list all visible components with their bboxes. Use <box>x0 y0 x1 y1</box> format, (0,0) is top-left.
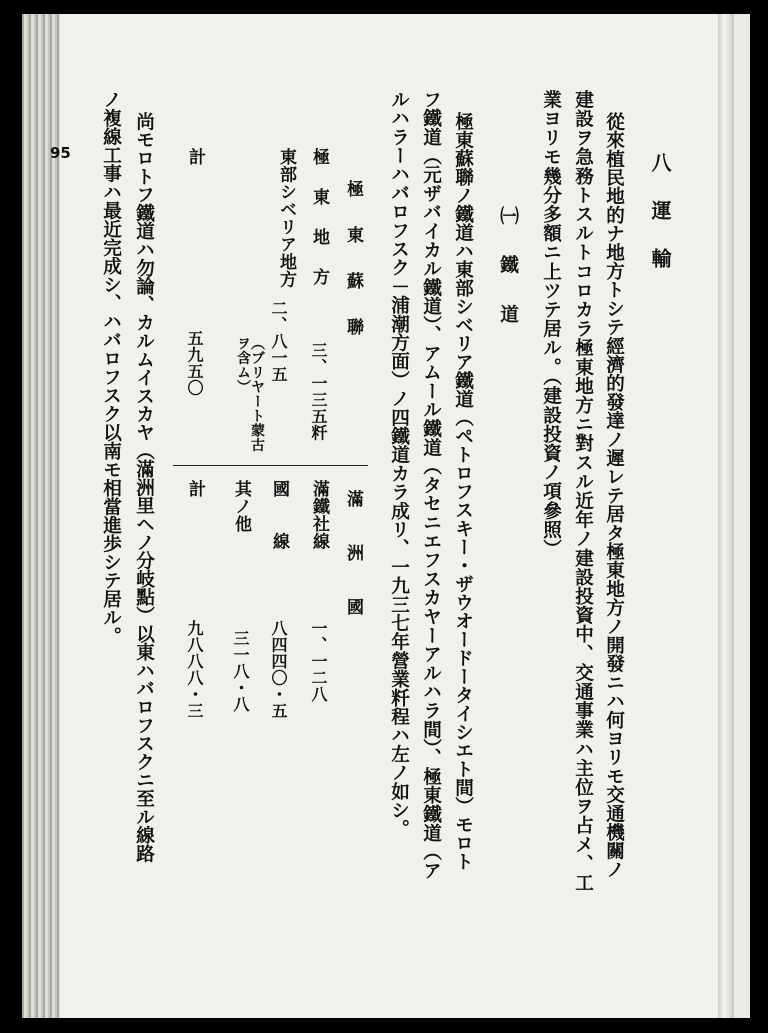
row-value: 一、一二八 <box>309 620 328 703</box>
closing-line-1: 尚モロトフ鐵道ハ勿論、カルムイスカヤ（滿洲里ヘノ分岐點）以東ハバロフスクニ至ル線路 <box>133 112 155 863</box>
closing-line-2: ノ複線工事ハ最近完成シ、ハバロフスク以南モ相當進歩シテ居ル。 <box>100 90 122 645</box>
page-gutter-shadow <box>22 14 60 1018</box>
row-label: 極 東 地 方 <box>309 148 329 288</box>
row-value: 五九五〇 <box>185 330 204 396</box>
body-line-3: ルハラーハバロフスク－浦潮方面）ノ四鐵道カラ成リ、一九三七年營業粁程ハ左ノ如シ。 <box>388 90 410 838</box>
intro-line-2: 建設ヲ急務トスルトコロカラ極東地方ニ對スル近年ノ建設投資中、交通事業ハ主位ヲ占メ、工 <box>572 90 594 893</box>
intro-line-1: 從來植民地的ナ地方トシテ經濟的發達ノ遲レテ居タ極東地方ノ開發ニハ何ヨリモ交通機關ノ <box>603 112 625 879</box>
row-value: 二、八一五 <box>269 300 288 383</box>
row-label: 計 <box>185 148 205 166</box>
page-fold <box>718 14 734 1018</box>
row-label: 其ノ他 <box>231 480 251 533</box>
row-label: 計 <box>185 480 205 498</box>
body-line-1: 極東蘇聯ノ鐵道ハ東部シベリア鐵道（ペトロフスキー・ザウオードータイシエト間）モロト <box>452 112 474 871</box>
book-page <box>22 14 734 1018</box>
table-header-manchukuo: 滿 洲 國 <box>343 490 363 625</box>
table-divider <box>173 465 368 466</box>
row-label: 滿鐵社線 <box>309 480 329 550</box>
next-page-edge <box>734 14 750 1018</box>
row-label: 國 線 <box>269 480 289 550</box>
row-value: 三、一三五粁 <box>309 342 328 441</box>
page-number: 95 <box>50 144 71 162</box>
section-heading: 八 運 輸 <box>648 152 672 272</box>
row-value: 三一八・八 <box>231 630 250 713</box>
row-label: 東部シベリア地方 <box>276 148 296 288</box>
intro-line-3: 業ヨリモ幾分多額ニ上ツテ居ル。（建設投資ノ項參照） <box>540 90 562 559</box>
row-value: 八四四〇・五 <box>269 620 288 719</box>
body-line-2: フ鐵道（元ザバイカル鐵道）、アムール鐵道（タセニエフスカヤーアルハラ間）、極東鐵道（ア <box>420 90 442 880</box>
row-value: 九八八八・三 <box>185 620 204 719</box>
row-note: （ブリヤート蒙古ヲ含ム） <box>235 336 265 452</box>
table-header-soviet: 極 東 蘇 聯 <box>343 180 363 341</box>
subsection-heading: ㈠ 鐵 道 <box>497 206 519 329</box>
